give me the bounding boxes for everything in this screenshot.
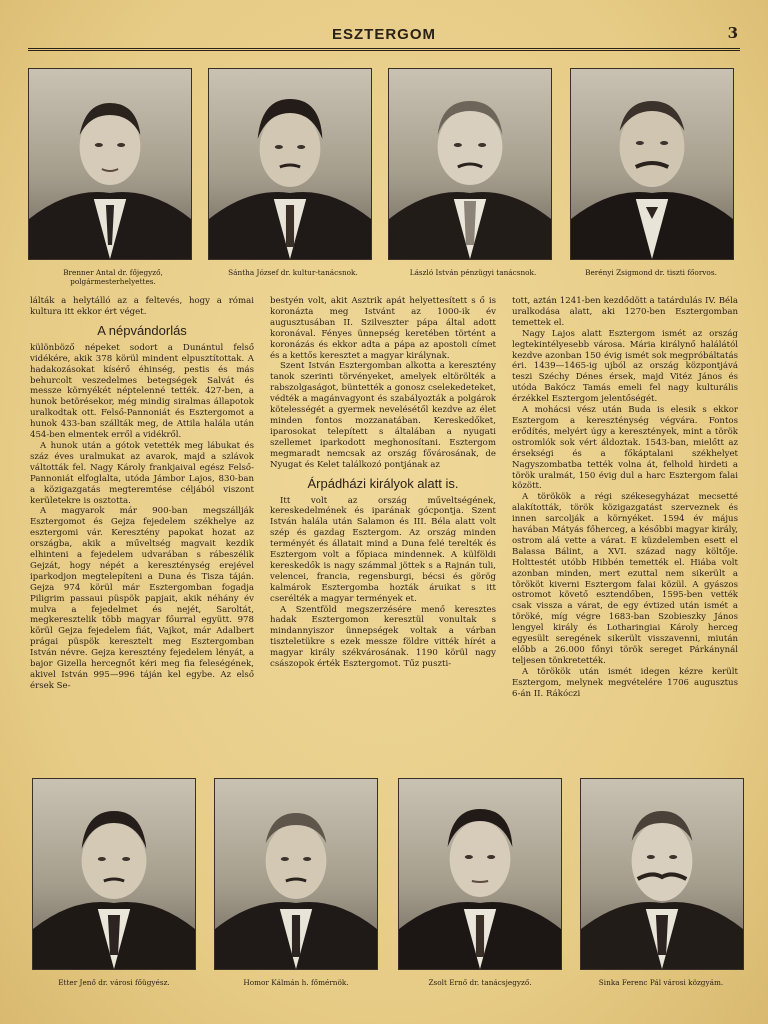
portrait-photo [28,68,192,260]
portrait-caption: Berényi Zsigmond dr. tiszti főorvos. [585,268,717,277]
article-column-2 [270,296,496,766]
article-paragraph: Nagy Lajos alatt Esztergom ismét az ország legtekintélyesebb városa. Mária királynő halálától kezdve azonban 150 évig ismét sok megpróbáltatás éri. 1439—1465-ig ujból az ország központjává teszi Széchy Dénes érsek, majd Vitéz János és utóda Bakócz Tamás emeli fel nagy kulturális érzékkel Esztergom jelentőségét. [512,328,738,405]
portrait-photo [570,68,734,260]
portrait-photo [580,778,744,970]
portrait-caption: Homor Kálmán h. főmérnök. [243,978,349,987]
article-paragraph: A hunok után a gótok vetették meg lábukat és száz éves uralmukat az avarok, majd a szlávok váltották fel. Nagy Károly frankjaival egész Felső-Pannoniát elfoglalta, utóda Jámbor Lajos, 830-ban a közigazgatás megteremtése céljából viszont kerületekre is osztotta. [30,440,254,506]
portrait-photo [214,778,378,970]
portrait-caption: Sántha József dr. kultur-tanácsnok. [228,268,358,277]
portrait-caption: Brenner Antal dr. főjegyző, polgármesterhelyettes. [63,268,163,286]
article-paragraph: A mohácsi vész után Buda is elesik s ekkor Esztergom a kereszténység végvára. Fontos erődítés, melyért úgy a keresztények, mint a török ostromlók sok vért áldoztak. 1543-ban, mielőtt az érsekségi és a főkáptalani székhelyet Nagyszombatba tették volna át, felhold hirdeti a török uralmát, 150 évig dul a harc Esztergom falai között. [512,405,738,492]
portrait-caption: Etter Jenő dr. városi főügyész. [58,978,170,987]
article-paragraph: tott, aztán 1241-ben kezdődött a tatárdulás IV. Béla uralkodása alatt, aki 1270-ben Esztergomban temettek el. [512,296,738,328]
article-paragraph: A törökök után ismét idegen kézre került Esztergom, melynek megvételére 1706 augusztus 6-án II. Rákóczi [512,666,738,699]
portrait-caption: Sinka Ferenc Pál városi közgyám. [598,978,724,987]
article-paragraph: A Szentföld megszerzésére menő keresztes hadak Esztergomon keresztül vonultak s mindannyiszor ünnepségek voltak a várban tiszteletükre s ezek messze földre vitték hírét a magyar király székvárosának. 1190 körül nagy császopok érték Esztergomot. Tűz puszti- [270,604,496,670]
article-paragraph: különböző népeket sodort a Dunántul felső vidékére, akik 378 körül mindent elpusztítottak. A hadakozásokat kísérő éhinség, pestis és más behurcolt veszedelmes betegségek Salvát és messze környékét néptelenné tették. 427-ben, a hunok betörésekor, még mindig siralmas állapotok uralkodtak ott. Felső-Pannoniát és Esztergomot a hunok 433-ban szállták meg, de Attila halála után 454-ben elmentek erről a vidékről. [30,342,254,441]
article-paragraph: Itt volt az ország műveltségének, kereskedelmének és iparának gócpontja. Szent István halála után Salamon és III. Béla alatt volt szép és gazdag Esztergom. Az ország minden terményét és állatait mind a Duna felé terelték és Esztergom volt a főpiaca mindennek. A külföldi kereskedők is nagy számmal jöttek s a Rajnán tuli, velencei, francia, regensburgi, bécsi és görög kalmárok Esztergomba hozták áruikat s itt cserélték a magyar termények et. [270,495,496,604]
article-paragraph: A magyarok már 900-ban megszállják Esztergomot és Gejza fejedelem székhelye az esztergomi vár. Keresztény papokat hozat az országba, akik a műveltség magvait kezdik elhinteni a fejedelem udvarában s rábeszélik Gejzát, hogy népét a kereszténység erejével iparkodjon megtelepíteni a Duna és Tisza táján. Gejza 974 körül már Esztergomban fogadja Piligrim passaui püspök papjait, akik néhány év mulva a fejedelmet és nejét, Saroltát, megkeresztelik több magyar főurral együtt. 978 körül Gejza fejedelem fiát, Vajkot, már Adalbert prágai püspök keresztelt meg Esztergomban István névre. Gejza keresztény fejedelem lényát, a bajor Gizella hercegnőt kéri meg fia feleségének, akivel István 995—996 táján kel egybe. Az első érsek Se- [30,506,254,691]
portrait-caption: Zsolt Ernő dr. tanácsjegyző. [428,978,532,987]
portrait-photo [32,778,196,970]
section-heading: A népvándorlás [97,322,187,338]
masthead [28,24,740,51]
page-title: ESZTERGOM [331,26,436,43]
article-column-3 [512,296,738,766]
article-paragraph: bestyén volt, akit Asztrik apát helyettesített s ő is koronázta meg Istvánt az 1000-ik év augusztusában II. Szilveszter pápa által adott koronával. Fényes ünnepség keretében történt a koronázás és ekkor adta a pápa az apostoli címet és a kettős keresztet a magyar királynak. [270,296,496,361]
portrait-caption: László István pénzügyi tanácsnok. [409,268,537,277]
page-number: 3 [727,24,738,42]
article-paragraph: lálták a helytálló az a feltevés, hogy a római kultura itt ekkor ért véget. [30,296,254,317]
section-heading: Árpádházi királyok alatt is. [307,475,459,491]
portrait-photo [208,68,372,260]
portrait-photo [388,68,552,260]
article-column-1 [30,296,254,766]
portrait-photo [398,778,562,970]
article-paragraph: Szent István Esztergomban alkotta a keresztény tanok szerinti törvényeket, amelyek eltörölték a rabszolgaságot, büntették a gonosz cselekedeteket, védték a magánvagyont és szabályozták a polgárok kötelességét a gyermek nevelésétől kezdve az élet minden fontos mozzanatában. Kereskedőket, iparosokat telepített s általában a nyugati szellemet iparkodott meghonosítani. Esztergom megmaradt nemcsak az ország fővárosának, de Nyugat és Kelet találkozó pontjának az [270,361,496,470]
article-paragraph: A törökök a régi székesegyházat mecsetté alakították, török közigazgatást szerveznek és innen sarcolják a környéket. 1594 év május havában Mátyás főherceg, a későbbi magyar király, ostrom alá vette a várat. E küzdelemben esett el Balassa Bálint, a XVI. század nagy költője. Holttestét utóbb Hibbén temették el. Hiába volt azonban minden, mert ezuttal nem sikerült a törököt kiverni Esztergom falai közül. A gyászos ostromot követő esztendőben, 1595-ben vették csak vissza a várat, de egy évtized után ismét a töröké, míg végre 1683-ban Szobieszky János lengyel király és Lotharingiai Károly herceg egyesült seregének sikerült visszavenni, miután előbb a 26.000 főnyi török sereget Párkánynál teljesen tönkretették. [512,492,738,666]
